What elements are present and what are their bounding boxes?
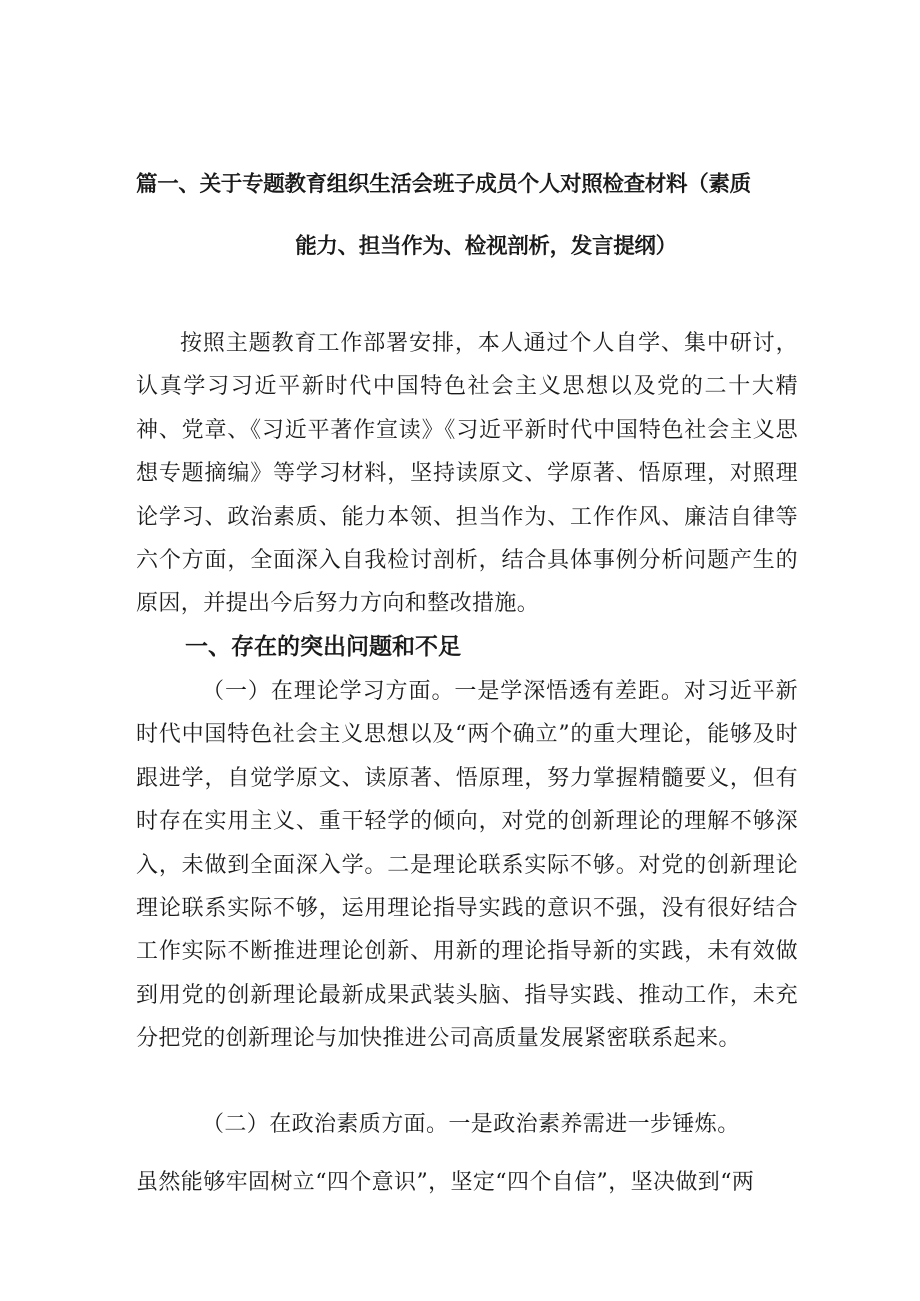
continuation-paragraph: 虽然能够牢固树立“四个意识”，坚定“四个自信”，坚决做到“两 [136, 1170, 755, 1195]
document-title-line-1: 篇一、关于专题教育组织生活会班子成员个人对照检查材料（素质 [136, 172, 751, 197]
document-title-line-2: 能力、担当作为、检视剖析，发言提纲） [295, 234, 677, 259]
political-quality-paragraph: （二）在政治素质方面。一是政治素养需进一步锤炼。 [202, 1112, 740, 1137]
section-heading: 一、存在的突出问题和不足 [185, 634, 461, 660]
intro-paragraph: 按照主题教育工作部署安排，本人通过个人自学、集中研讨，认真学习习近平新时代中国特色社会主义思想以及党的二十大精神、党章、《习近平著作宣读》《习近平新时代中国特色社会主义思想专题摘编》等学习材料，坚持读原文、学原著、悟原理，对照理论学习、政治素质、能力本领、担当作为、工作作风、廉洁自律等六个方面，全面深入自我检讨剖析，结合具体事例分析问题产生的原因，并提出今后努力方向和整改措施。 [136, 331, 798, 617]
theory-study-paragraph: （一）在理论学习方面。一是学深悟透有差距。对习近平新时代中国特色社会主义思想以及“两个确立”的重大理论，能够及时跟进学，自觉学原文、读原著、悟原理，努力掌握精髓要义，但有时存在实用主义、重干轻学的倾向，对党的创新理论的理解不够深入，未做到全面深入学。二是理论联系实际不够。对党的创新理论理论联系实际不够，运用理论指导实践的意识不强，没有很好结合工作实际不断推进理论创新、用新的理论指导新的实践，未有效做到用党的创新理论最新成果武装头脑、指导实践、推动工作，未充分把党的创新理论与加快推进公司高质量发展紧密联系起来。 [136, 679, 798, 1052]
